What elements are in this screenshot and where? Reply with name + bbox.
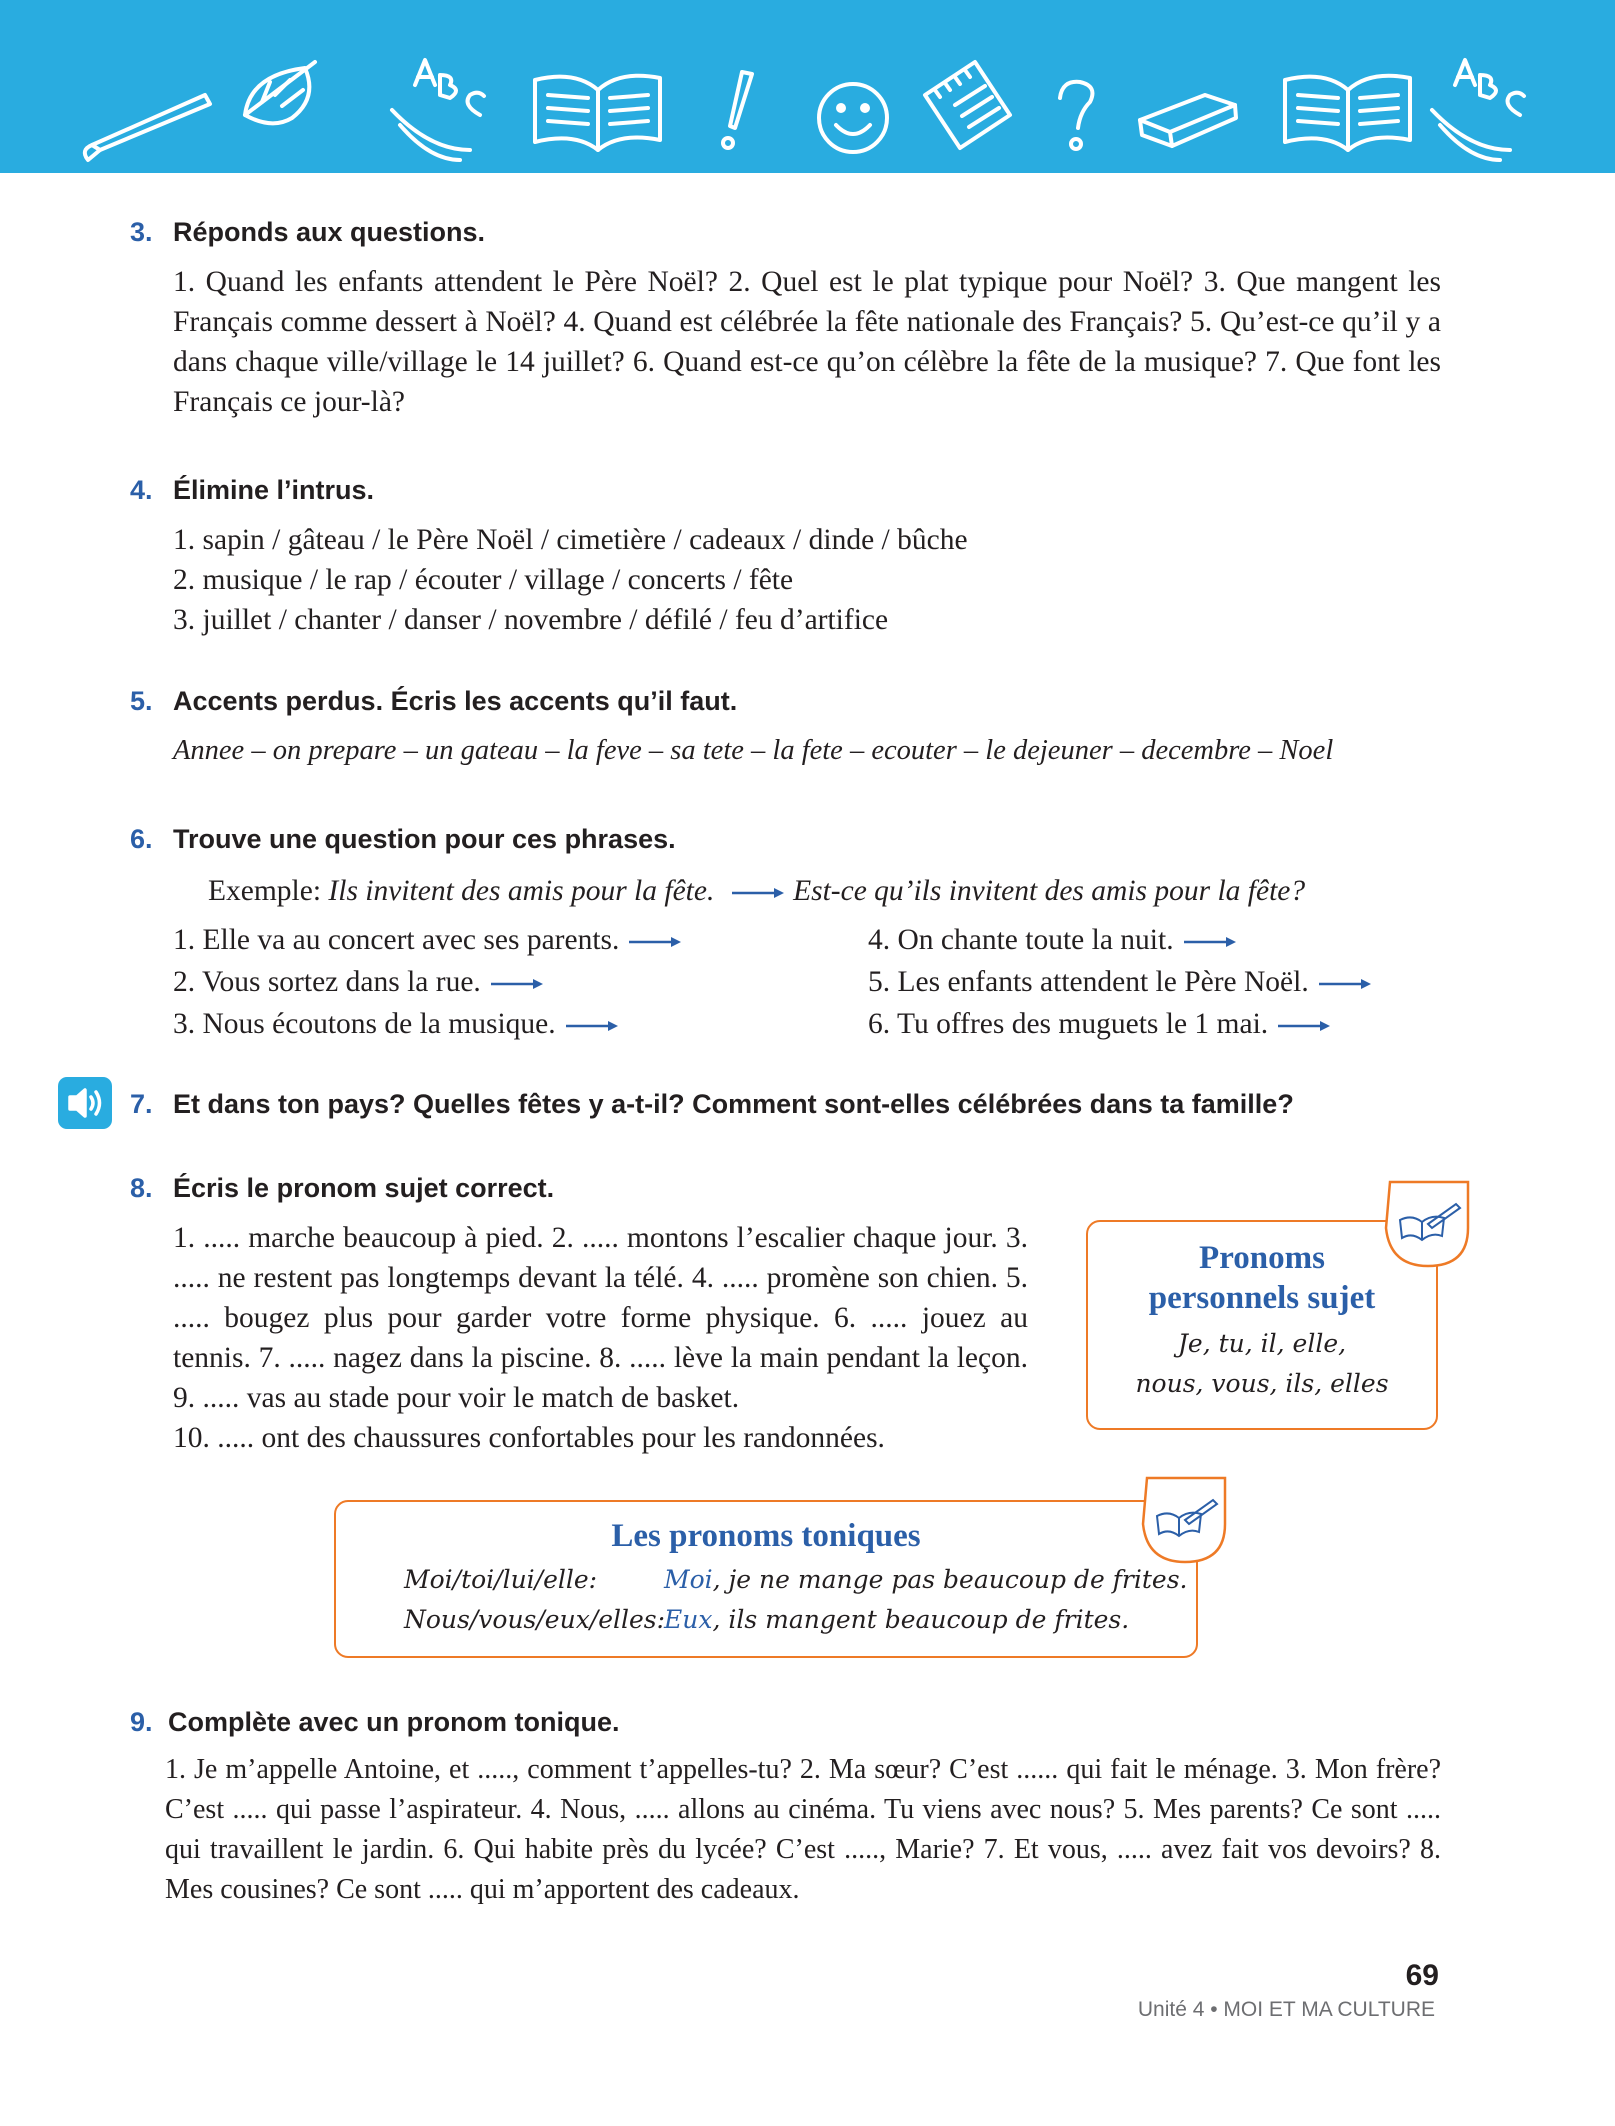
exercise-6 [130, 823, 1450, 1049]
open-book-icon [535, 76, 660, 150]
speaker-icon[interactable] [58, 1077, 112, 1129]
exercise-title: Et dans ton pays? Quelles fêtes y a-t-il? Comment sont-elles célébrées dans ta famille? [173, 1089, 1294, 1119]
exercise-title: Élimine l’intrus. [173, 475, 375, 505]
tonic-pronoun: Eux [664, 1605, 713, 1634]
exercise-4 [130, 474, 1450, 640]
paintbrush-icon [85, 95, 210, 160]
left-column [173, 919, 683, 1045]
exercise-9 [130, 1706, 1450, 1910]
exercise-number: 3. [130, 217, 153, 247]
exclamation-icon [723, 72, 752, 148]
arrow-right-icon [1276, 1019, 1332, 1033]
box-content [1088, 1324, 1436, 1404]
exercise-heading [130, 216, 1450, 248]
exercise-text: 1. Quand les enfants attendent le Père Noël? 2. Quel est le plat typique pour Noël? 3. Que mangent les Français comme dessert à Noël? 4. Quand est célébrée la fête nationale des Français? 5. Qu’est-ce qu’il y a dans chaque ville/village le 14 juillet? 6. Quand est-ce qu’on célèbre la fête de la musique? 7. Que font les Français ce jour-là? [173, 266, 1441, 418]
arrow-right-icon [489, 977, 545, 991]
exercise-list [173, 520, 1450, 640]
question-mark-icon [1060, 82, 1092, 149]
exercise-number: 6. [130, 824, 153, 854]
list-item: 1. sapin / gâteau / le Père Noël / cimetière / cadeaux / dinde / bûche [173, 524, 968, 556]
list-item: 2. Vous sortez dans la rue. [173, 961, 683, 1003]
box-title: Les pronoms toniques [611, 1518, 921, 1554]
arrow-right-icon [730, 886, 786, 900]
eraser-icon [1140, 95, 1236, 146]
exercise-7 [130, 1088, 1450, 1120]
list-item: 6. Tu offres des muguets le 1 mai. [868, 1003, 1373, 1045]
exercise-heading [130, 1088, 1450, 1120]
book-pen-icon [1378, 1178, 1474, 1274]
box-row-label: Nous/vous/eux/elles: [404, 1605, 666, 1634]
exercise-heading [130, 685, 1450, 717]
box-row [404, 1600, 1196, 1640]
notepad-icon [925, 62, 1010, 148]
list-item: 5. Les enfants attendent le Père Noël. [868, 961, 1373, 1003]
list-item: 3. juillet / chanter / danser / novembre / défilé / feu d’artifice [173, 604, 889, 636]
exercise-5 [130, 685, 1450, 771]
tonic-pronouns-box [334, 1500, 1198, 1658]
tonic-pronoun: Moi [664, 1565, 713, 1594]
list-item: 3. Nous écoutons de la musique. [173, 1003, 683, 1045]
arrow-right-icon [627, 935, 683, 949]
example-answer: Est-ce qu’ils invitent des amis pour la fête? [793, 875, 1306, 907]
abc-icon [1432, 60, 1524, 160]
box-line: Je, tu, il, elle, [1177, 1329, 1347, 1358]
page-number: 69 [1405, 1959, 1439, 1992]
exercise-number: 4. [130, 475, 153, 505]
exercise-title: Trouve une question pour ces phrases. [173, 824, 676, 854]
smiley-icon [819, 84, 887, 152]
exercise-text-last: 10. ..... ont des chaussures confortables pour les randonnées. [173, 1422, 885, 1454]
box-row-text: , je ne mange pas beaucoup de frites. [712, 1565, 1188, 1594]
list-item: 1. Elle va au concert avec ses parents. [173, 919, 683, 961]
exercise-text: 1. Je m’appelle Antoine, et ....., comment t’appelles-tu? 2. Ma sœur? C’est ...... qui fait le ménage. 3. Mon frère? C’est ..... qui passe l’aspirateur. 4. Nous, ..... allons au cinéma. Tu viens avec nous? 5. Mes parents? Ce sont ..... qui travaillent le jardin. 6. Qui habite près du lycée? C’est ....., Marie? 7. Et vous, ..... avez fait vos devoirs? 8. Mes cousines? Ce sont ..... qui m’apportent des cadeaux. [165, 1754, 1441, 1905]
exercise-title: Accents perdus. Écris les accents qu’il faut. [173, 686, 738, 716]
exercise-heading [130, 1706, 1450, 1738]
box-row-label: Moi/toi/lui/elle: [404, 1565, 598, 1594]
sentence-columns [173, 919, 1450, 1049]
book-pen-icon [1135, 1474, 1231, 1570]
open-book-icon [1285, 76, 1410, 150]
box-row [404, 1560, 1196, 1600]
box-line: nous, vous, ils, elles [1135, 1369, 1389, 1398]
box-row-text: , ils mangent beaucoup de frites. [712, 1605, 1130, 1634]
exercise-heading [130, 823, 1450, 855]
exercise-number: 7. [130, 1089, 153, 1119]
exercise-number: 8. [130, 1173, 153, 1203]
unit-footer: Unité 4 • MOI ET MA CULTURE [1137, 1998, 1435, 2021]
exercise-heading [130, 1172, 1450, 1204]
header-banner [0, 0, 1615, 173]
arrow-right-icon [1317, 977, 1373, 991]
right-column [868, 919, 1373, 1045]
example-line [208, 871, 1450, 911]
list-item: 4. On chante toute la nuit. [868, 919, 1373, 961]
abc-icon [392, 60, 484, 160]
exercise-title: Écris le pronom sujet correct. [173, 1173, 555, 1203]
list-item: 2. musique / le rap / écouter / village / concerts / fête [173, 564, 794, 596]
exercise-title: Complète avec un pronom tonique. [168, 1707, 620, 1737]
box-title-line: personnels sujet [1148, 1280, 1376, 1316]
arrow-right-icon [564, 1019, 620, 1033]
exercise-number: 9. [130, 1707, 153, 1737]
exercise-text: 1. ..... marche beaucoup à pied. 2. ..... montons l’escalier chaque jour. 3. ..... ne restent pas longtemps devant la télé. 4. ..... promène son chien. 5. ..... bougez plus pour garder votre forme physique. 6. ..... jouez au tennis. 7. ..... nagez dans la piscine. 8. ..... lève la main pendant la leçon. 9. ..... vas au stade pour voir le match de basket. [173, 1222, 1028, 1414]
exercise-number: 5. [130, 686, 153, 716]
box-title-line: Pronoms [1199, 1240, 1325, 1276]
leaf-icon [245, 62, 315, 123]
exercise-title: Réponds aux questions. [173, 217, 486, 247]
example-label: Exemple: [208, 875, 322, 907]
example-sentence: Ils invitent des amis pour la fête. [328, 875, 715, 907]
exercise-heading [130, 474, 1450, 506]
exercise-text: Annee – on prepare – un gateau – la feve – sa tete – la fete – ecouter – le dejeuner – decembre – Noel [173, 735, 1334, 766]
box-content [404, 1560, 1196, 1640]
exercise-3 [130, 216, 1450, 422]
arrow-right-icon [1182, 935, 1238, 949]
